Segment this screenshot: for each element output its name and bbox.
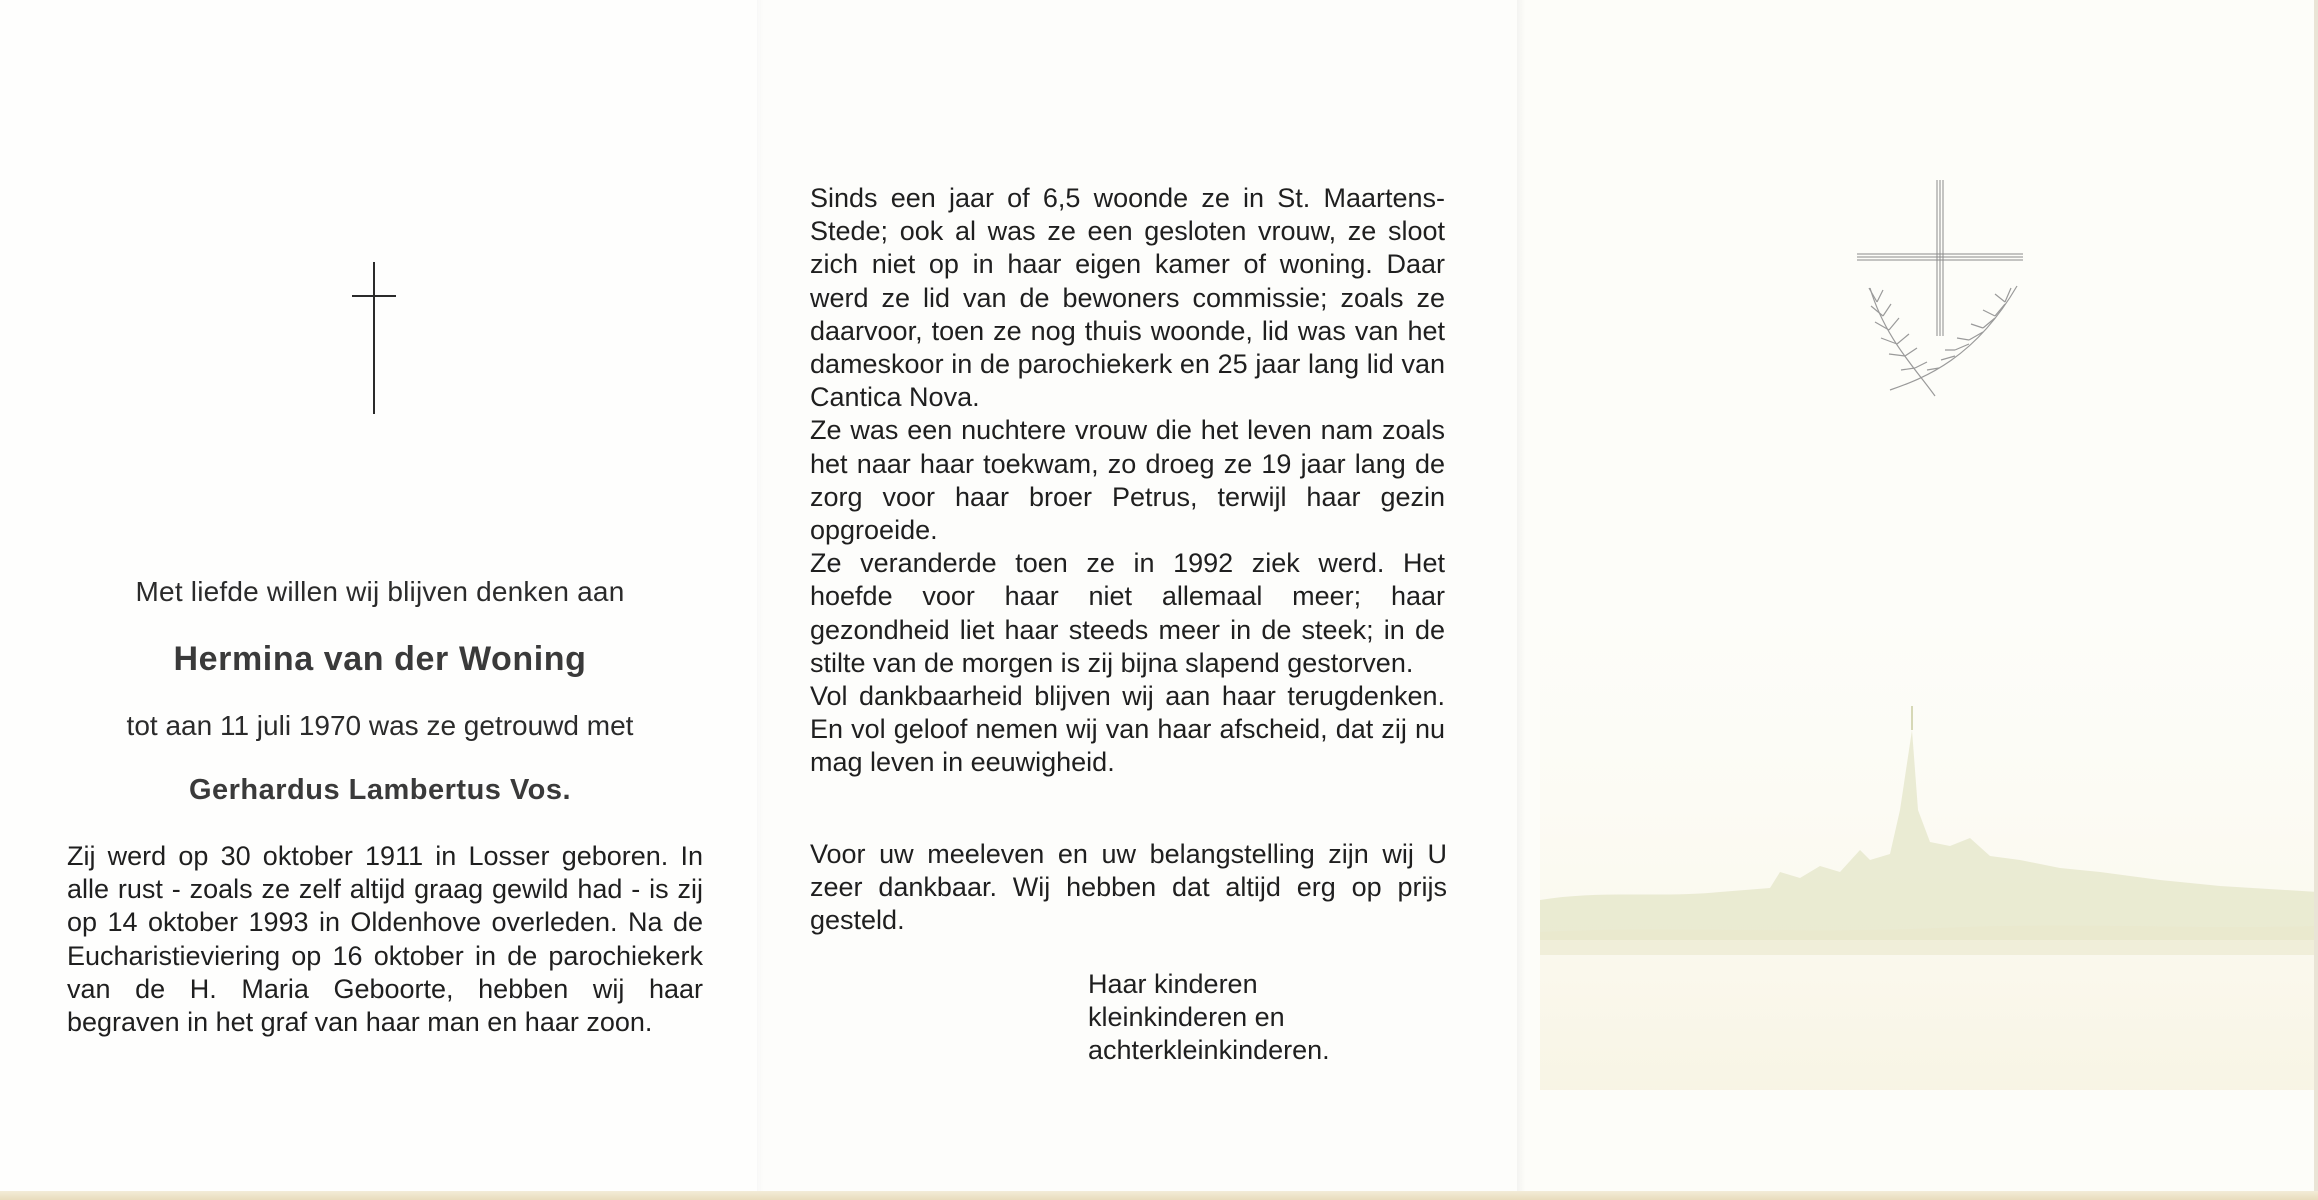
fold-line-2 [1517,0,1525,1200]
thanks-paragraph: Voor uw meeleven en uw belangstelling zijn wij U zeer dankbaar. Wij hebben dat altijd erg op prijs gesteld. [810,839,1447,936]
thanks-text [810,838,1447,938]
signature-line-1: Haar kinderen [1088,969,1258,999]
left-panel [0,0,760,1200]
paper-bottom-edge [0,1191,2318,1200]
intro-text: Met liefde willen wij blijven denken aan [135,576,625,607]
spouse-name: Gerhardus Lambertus Vos. [188,774,572,806]
fold-line-1 [757,0,763,1200]
village-silhouette-illustration [1540,610,2318,1090]
signature-line-2: kleinkinderen en [1088,1002,1285,1033]
story-paragraph-3: Ze veranderde toen ze in 1992 ziek werd. Het hoefde voor haar niet allemaal meer; haar gezondheid liet haar steeds meer in de steek; in de stilte van de morgen is zij bijna slapend gestorven. [810,548,1445,678]
card-edge [2314,0,2318,1200]
latin-cross-icon [352,262,396,414]
signature-line-3: achterkleinkinderen. [1088,1035,1330,1066]
biography-paragraph: Zij werd op 30 oktober 1911 in Losser geboren. In alle rust - zoals ze zelf altijd graag gewild had - is zij op 14 oktober 1993 in Oldenhove overleden. Na de Eucharistieviering op 16 oktober in de parochiekerk van de H. Maria Geboorte, hebben wij haar begraven in het graf van haar man en haar zoon. [67,841,703,1038]
signature-block [1088,968,1330,1068]
deceased-name: Hermina van der Woning [173,640,587,678]
story-paragraph-1: Sinds een jaar of 6,5 woonde ze in St. Maartens-Stede; ook al was ze een gesloten vrouw, ze sloot zich niet op in haar eigen kamer of woning. Daar werd ze lid van de bewoners commissie; zoals ze daarvoor, toen ze nog thuis woonde, lid was van het dameskoor in de parochiekerk en 25 jaar lang lid van Cantica Nova. [810,183,1445,413]
biography-text [67,840,703,1039]
cross-with-palm-branches-icon [1855,178,2025,408]
life-story-text [810,182,1445,780]
story-paragraph-2: Ze was een nuchtere vrouw die het leven nam zoals het naar haar toekwam, zo droeg ze 19 jaar lang de zorg voor haar broer Petrus, terwijl haar gezin opgroeide. [810,415,1445,546]
marriage-line: tot aan 11 juli 1970 was ze getrouwd met [126,710,634,741]
story-paragraph-4: Vol dankbaarheid blijven wij aan haar terugdenken. En vol geloof nemen wij van haar afscheid, dat zij nu mag leven in eeuwigheid. [810,681,1445,778]
